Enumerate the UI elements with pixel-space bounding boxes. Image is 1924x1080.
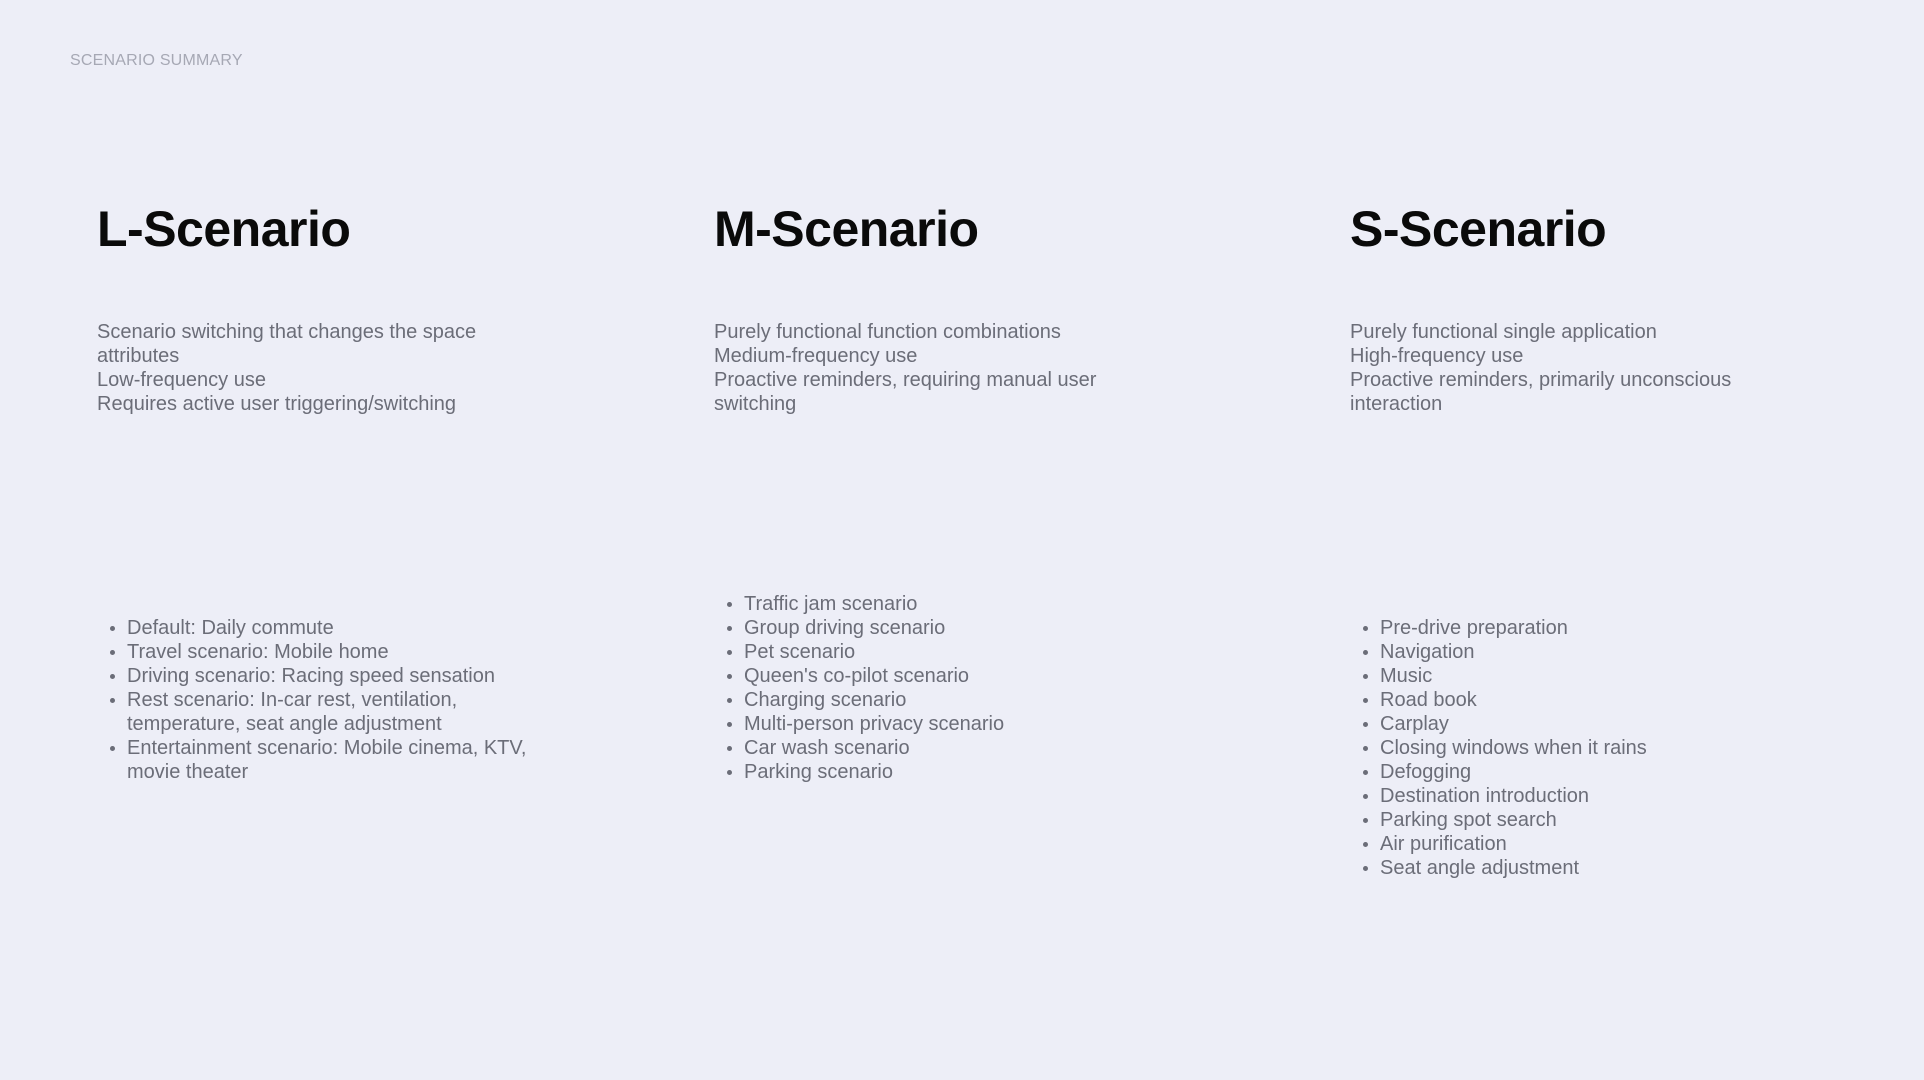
list-item: Closing windows when it rains <box>1350 736 1850 760</box>
list-item: Travel scenario: Mobile home <box>97 640 567 664</box>
column-title: L-Scenario <box>97 201 351 257</box>
list-item: Parking spot search <box>1350 808 1850 832</box>
list-item: Carplay <box>1350 712 1850 736</box>
list-item: Charging scenario <box>714 688 1184 712</box>
list-item: Car wash scenario <box>714 736 1184 760</box>
list-item: Rest scenario: In-car rest, ventilation, temperature, seat angle adjustment <box>97 688 567 736</box>
list-item: Pre-drive preparation <box>1350 616 1850 640</box>
list-item: Pet scenario <box>714 640 1184 664</box>
list-item: Traffic jam scenario <box>714 592 1184 616</box>
description-line: Purely functional single application <box>1350 321 1657 343</box>
list-item: Default: Daily commute <box>97 616 567 640</box>
column-description <box>1350 320 1850 416</box>
section-label: SCENARIO SUMMARY <box>70 52 243 69</box>
list-item: Air purification <box>1350 832 1850 856</box>
description-line: Scenario switching that changes the space <box>97 321 477 343</box>
description-line: Proactive reminders, primarily unconscious <box>1350 369 1732 391</box>
list-item: Parking scenario <box>714 760 1184 784</box>
description-line: Requires active user triggering/switching <box>97 393 457 415</box>
list-item: Destination introduction <box>1350 784 1850 808</box>
description-line: Low-frequency use <box>97 369 266 391</box>
column-description <box>714 320 1184 416</box>
list-item: Seat angle adjustment <box>1350 856 1850 880</box>
list-item: Group driving scenario <box>714 616 1184 640</box>
list-item: Entertainment scenario: Mobile cinema, KTV, movie theater <box>97 736 567 784</box>
scenario-list <box>97 616 567 784</box>
list-item: Driving scenario: Racing speed sensation <box>97 664 567 688</box>
column-description <box>97 320 567 416</box>
column-title: S-Scenario <box>1350 201 1607 257</box>
list-item: Multi-person privacy scenario <box>714 712 1184 736</box>
description-line: High-frequency use <box>1350 345 1524 367</box>
list-item: Queen's co-pilot scenario <box>714 664 1184 688</box>
column-title: M-Scenario <box>714 201 979 257</box>
description-line: Medium-frequency use <box>714 345 918 367</box>
description-line: Proactive reminders, requiring manual user switching <box>714 369 1097 415</box>
list-item: Music <box>1350 664 1850 688</box>
scenario-list <box>1350 616 1850 880</box>
list-item: Defogging <box>1350 760 1850 784</box>
description-line: interaction <box>1350 393 1443 415</box>
scenario-list <box>714 592 1184 784</box>
description-line: attributes <box>97 345 180 367</box>
list-item: Navigation <box>1350 640 1850 664</box>
description-line: Purely functional function combinations <box>714 321 1061 343</box>
list-item: Road book <box>1350 688 1850 712</box>
